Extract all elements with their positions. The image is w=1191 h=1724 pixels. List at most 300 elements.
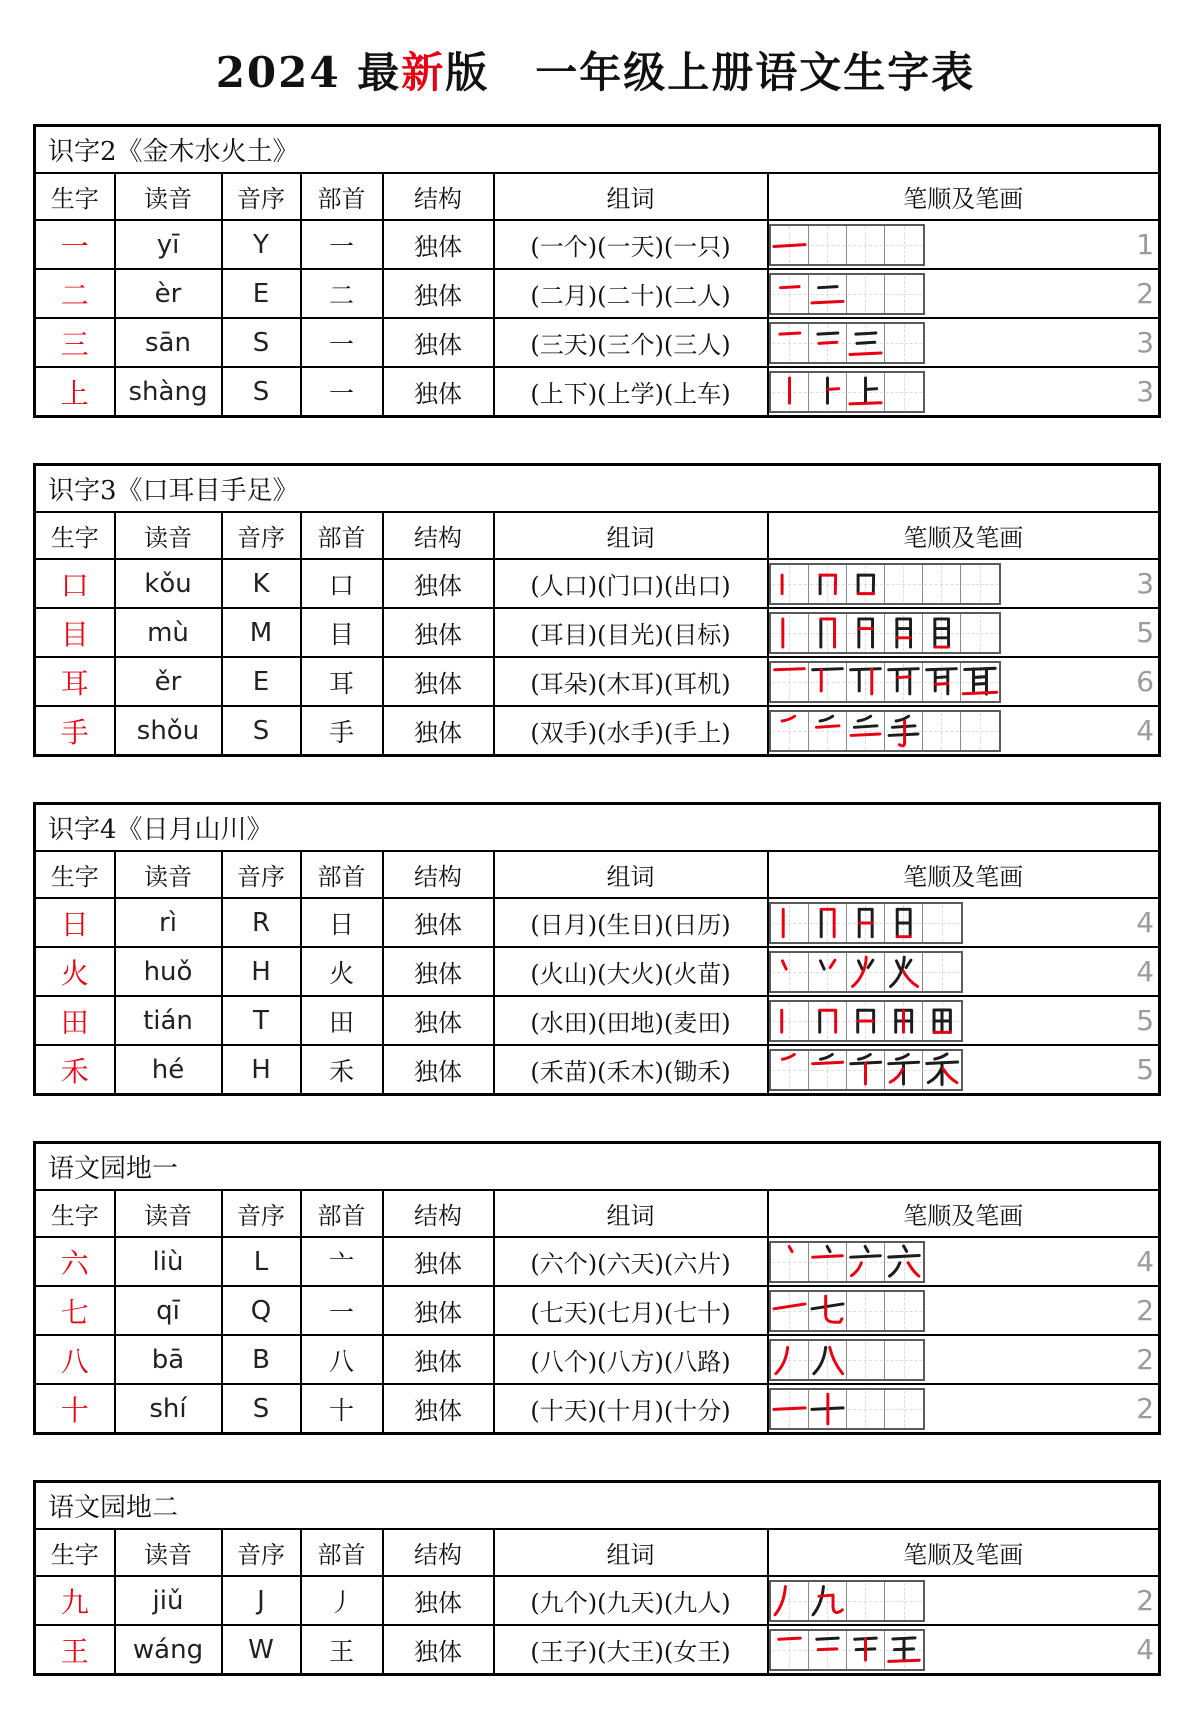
pinyin-cell: ěr bbox=[115, 657, 222, 706]
stroke-grid-box bbox=[809, 1631, 847, 1669]
words-cell: (七天)(七月)(七十) bbox=[494, 1286, 768, 1335]
pinyin-cell: bā bbox=[115, 1335, 222, 1384]
stroke-step-drawing bbox=[809, 1051, 846, 1089]
initial-cell: Y bbox=[222, 220, 301, 269]
stroke-order-cell bbox=[768, 318, 1160, 367]
stroke-grid-box bbox=[809, 324, 847, 362]
stroke-grid-box bbox=[923, 663, 961, 701]
stroke-count: 2 bbox=[1136, 1293, 1155, 1327]
radical-cell: 十 bbox=[301, 1384, 383, 1434]
stroke-step-drawing bbox=[771, 953, 808, 991]
stroke-step-drawing bbox=[885, 1631, 923, 1669]
initial-cell: B bbox=[222, 1335, 301, 1384]
column-header: 笔顺及笔画 bbox=[768, 512, 1160, 559]
section-title-row bbox=[35, 1143, 1160, 1191]
character-cell: 手 bbox=[35, 706, 115, 756]
stroke-order-grid bbox=[769, 563, 1001, 605]
stroke-count: 3 bbox=[1136, 325, 1155, 359]
stroke-step-drawing bbox=[847, 1002, 884, 1040]
stroke-step-drawing bbox=[771, 1390, 808, 1428]
stroke-grid-box bbox=[885, 1341, 923, 1379]
stroke-count: 4 bbox=[1136, 713, 1155, 747]
structure-cell: 独体 bbox=[383, 318, 494, 367]
stroke-order-grid bbox=[769, 371, 925, 413]
structure-cell: 独体 bbox=[383, 1384, 494, 1434]
stroke-order-wrap bbox=[769, 661, 1159, 703]
stroke-count: 2 bbox=[1136, 276, 1155, 310]
radical-cell: 目 bbox=[301, 608, 383, 657]
stroke-grid-box bbox=[771, 324, 809, 362]
column-header: 部首 bbox=[301, 173, 383, 220]
stroke-step-drawing bbox=[809, 565, 846, 603]
words-cell: (水田)(田地)(麦田) bbox=[494, 996, 768, 1045]
structure-cell: 独体 bbox=[383, 1286, 494, 1335]
stroke-grid-box bbox=[847, 1582, 885, 1620]
words-cell: (王子)(大王)(女王) bbox=[494, 1625, 768, 1675]
stroke-order-wrap bbox=[769, 612, 1159, 654]
stroke-step-drawing bbox=[771, 1582, 808, 1620]
pinyin-cell: èr bbox=[115, 269, 222, 318]
initial-cell: E bbox=[222, 657, 301, 706]
column-header: 音序 bbox=[222, 1190, 301, 1237]
stroke-step-drawing bbox=[885, 712, 922, 750]
stroke-order-grid bbox=[769, 1241, 925, 1283]
radical-cell: 日 bbox=[301, 898, 383, 947]
stroke-order-cell bbox=[768, 1335, 1160, 1384]
table-row bbox=[35, 1237, 1160, 1286]
stroke-step-drawing bbox=[771, 663, 808, 701]
initial-cell: S bbox=[222, 367, 301, 417]
stroke-step-drawing bbox=[885, 1243, 923, 1281]
column-header: 笔顺及笔画 bbox=[768, 1190, 1160, 1237]
stroke-order-grid bbox=[769, 1629, 925, 1671]
stroke-order-grid bbox=[769, 1290, 925, 1332]
stroke-order-cell bbox=[768, 220, 1160, 269]
stroke-grid-box bbox=[923, 953, 961, 991]
stroke-grid-box bbox=[885, 324, 923, 362]
stroke-grid-box bbox=[809, 1051, 847, 1089]
stroke-step-drawing bbox=[923, 1002, 961, 1040]
stroke-step-drawing bbox=[885, 904, 922, 942]
title-edition-text: 版 bbox=[445, 48, 490, 97]
stroke-grid-box bbox=[847, 226, 885, 264]
section-title-row bbox=[35, 1482, 1160, 1530]
title-main-text: 一年级上册语文生字表 bbox=[535, 48, 976, 97]
structure-cell: 独体 bbox=[383, 1576, 494, 1625]
pinyin-cell: liù bbox=[115, 1237, 222, 1286]
stroke-grid-box bbox=[885, 373, 923, 411]
structure-cell: 独体 bbox=[383, 996, 494, 1045]
stroke-order-grid bbox=[769, 1000, 963, 1042]
words-cell: (日月)(生日)(日历) bbox=[494, 898, 768, 947]
column-header: 结构 bbox=[383, 1529, 494, 1576]
radical-cell: 田 bbox=[301, 996, 383, 1045]
stroke-grid-box bbox=[771, 1390, 809, 1428]
character-cell: 九 bbox=[35, 1576, 115, 1625]
words-cell: (禾苗)(禾木)(锄禾) bbox=[494, 1045, 768, 1095]
stroke-grid-box bbox=[923, 1002, 961, 1040]
column-header: 笔顺及笔画 bbox=[768, 173, 1160, 220]
stroke-grid-box bbox=[771, 1002, 809, 1040]
table-row bbox=[35, 269, 1160, 318]
column-header-row bbox=[35, 173, 1160, 220]
stroke-order-grid bbox=[769, 710, 1001, 752]
stroke-grid-box bbox=[885, 275, 923, 313]
stroke-step-drawing bbox=[847, 1243, 884, 1281]
stroke-grid-box bbox=[961, 663, 999, 701]
stroke-count: 6 bbox=[1136, 664, 1155, 698]
radical-cell: 一 bbox=[301, 220, 383, 269]
initial-cell: S bbox=[222, 1384, 301, 1434]
stroke-step-drawing bbox=[771, 1341, 808, 1379]
pinyin-cell: shǒu bbox=[115, 706, 222, 756]
pinyin-cell: jiǔ bbox=[115, 1576, 222, 1625]
stroke-order-wrap bbox=[769, 1339, 1159, 1381]
pinyin-cell: shàng bbox=[115, 367, 222, 417]
words-cell: (三天)(三个)(三人) bbox=[494, 318, 768, 367]
stroke-grid-box bbox=[847, 1341, 885, 1379]
column-header: 结构 bbox=[383, 512, 494, 559]
stroke-count: 5 bbox=[1136, 615, 1155, 649]
stroke-grid-box bbox=[961, 614, 999, 652]
stroke-count: 4 bbox=[1136, 1632, 1155, 1666]
stroke-order-cell bbox=[768, 1576, 1160, 1625]
stroke-grid-box bbox=[847, 904, 885, 942]
table-row bbox=[35, 1576, 1160, 1625]
stroke-grid-box bbox=[923, 614, 961, 652]
stroke-order-grid bbox=[769, 951, 963, 993]
table-row bbox=[35, 318, 1160, 367]
stroke-step-drawing bbox=[847, 324, 884, 362]
radical-cell: 一 bbox=[301, 1286, 383, 1335]
radical-cell: 一 bbox=[301, 367, 383, 417]
character-cell: 耳 bbox=[35, 657, 115, 706]
character-cell: 三 bbox=[35, 318, 115, 367]
stroke-step-drawing bbox=[809, 373, 846, 411]
stroke-grid-box bbox=[923, 712, 961, 750]
stroke-count: 1 bbox=[1136, 227, 1155, 261]
structure-cell: 独体 bbox=[383, 1045, 494, 1095]
table-row bbox=[35, 996, 1160, 1045]
stroke-step-drawing bbox=[923, 1051, 961, 1089]
stroke-order-cell bbox=[768, 657, 1160, 706]
stroke-step-drawing bbox=[771, 565, 808, 603]
column-header: 组词 bbox=[494, 173, 768, 220]
column-header: 音序 bbox=[222, 512, 301, 559]
initial-cell: E bbox=[222, 269, 301, 318]
column-header: 读音 bbox=[115, 1529, 222, 1576]
stroke-order-grid bbox=[769, 322, 925, 364]
stroke-order-grid bbox=[769, 273, 925, 315]
stroke-order-grid bbox=[769, 661, 1001, 703]
column-header: 部首 bbox=[301, 512, 383, 559]
stroke-order-cell bbox=[768, 1237, 1160, 1286]
stroke-grid-box bbox=[771, 953, 809, 991]
stroke-order-wrap bbox=[769, 1000, 1159, 1042]
column-header: 音序 bbox=[222, 851, 301, 898]
structure-cell: 独体 bbox=[383, 898, 494, 947]
initial-cell: L bbox=[222, 1237, 301, 1286]
initial-cell: T bbox=[222, 996, 301, 1045]
stroke-grid-box bbox=[885, 712, 923, 750]
stroke-order-cell bbox=[768, 1045, 1160, 1095]
character-cell: 火 bbox=[35, 947, 115, 996]
stroke-step-drawing bbox=[771, 1051, 808, 1089]
stroke-grid-box bbox=[809, 1243, 847, 1281]
stroke-grid-box bbox=[885, 226, 923, 264]
stroke-grid-box bbox=[885, 1051, 923, 1089]
radical-cell: 手 bbox=[301, 706, 383, 756]
column-header-row bbox=[35, 512, 1160, 559]
character-cell: 六 bbox=[35, 1237, 115, 1286]
words-cell: (一个)(一天)(一只) bbox=[494, 220, 768, 269]
radical-cell: 二 bbox=[301, 269, 383, 318]
column-header: 笔顺及笔画 bbox=[768, 1529, 1160, 1576]
stroke-step-drawing bbox=[771, 275, 808, 313]
column-header: 组词 bbox=[494, 1190, 768, 1237]
stroke-grid-box bbox=[847, 1292, 885, 1330]
stroke-grid-box bbox=[923, 1051, 961, 1089]
stroke-step-drawing bbox=[847, 373, 884, 411]
words-cell: (双手)(水手)(手上) bbox=[494, 706, 768, 756]
table-row bbox=[35, 1335, 1160, 1384]
column-header: 部首 bbox=[301, 851, 383, 898]
stroke-order-cell bbox=[768, 947, 1160, 996]
title-red-char: 新 bbox=[401, 48, 446, 97]
stroke-grid-box bbox=[885, 1631, 923, 1669]
character-cell: 田 bbox=[35, 996, 115, 1045]
column-header: 生字 bbox=[35, 1529, 115, 1576]
initial-cell: H bbox=[222, 947, 301, 996]
stroke-grid-box bbox=[847, 565, 885, 603]
pinyin-cell: huǒ bbox=[115, 947, 222, 996]
stroke-step-drawing bbox=[809, 1582, 846, 1620]
pinyin-cell: rì bbox=[115, 898, 222, 947]
column-header: 读音 bbox=[115, 512, 222, 559]
stroke-step-drawing bbox=[809, 1002, 846, 1040]
stroke-step-drawing bbox=[847, 953, 884, 991]
stroke-grid-box bbox=[771, 1051, 809, 1089]
column-header-row bbox=[35, 1190, 1160, 1237]
stroke-order-cell bbox=[768, 608, 1160, 657]
stroke-grid-box bbox=[847, 614, 885, 652]
initial-cell: M bbox=[222, 608, 301, 657]
words-cell: (人口)(门口)(出口) bbox=[494, 559, 768, 608]
column-header: 生字 bbox=[35, 173, 115, 220]
stroke-step-drawing bbox=[847, 904, 884, 942]
stroke-order-wrap bbox=[769, 951, 1159, 993]
column-header: 读音 bbox=[115, 851, 222, 898]
column-header-row bbox=[35, 1529, 1160, 1576]
table-row bbox=[35, 898, 1160, 947]
stroke-step-drawing bbox=[809, 1390, 846, 1428]
stroke-step-drawing bbox=[961, 663, 999, 701]
character-cell: 十 bbox=[35, 1384, 115, 1434]
stroke-order-wrap bbox=[769, 1388, 1159, 1430]
stroke-step-drawing bbox=[809, 614, 846, 652]
stroke-grid-box bbox=[809, 1002, 847, 1040]
column-header: 组词 bbox=[494, 1529, 768, 1576]
stroke-step-drawing bbox=[771, 226, 808, 264]
stroke-step-drawing bbox=[885, 1002, 922, 1040]
radical-cell: 火 bbox=[301, 947, 383, 996]
radical-cell: 亠 bbox=[301, 1237, 383, 1286]
stroke-grid-box bbox=[847, 324, 885, 362]
stroke-grid-box bbox=[771, 712, 809, 750]
stroke-step-drawing bbox=[771, 1292, 808, 1330]
vocab-table-1 bbox=[33, 124, 1161, 418]
stroke-order-cell bbox=[768, 1286, 1160, 1335]
stroke-order-wrap bbox=[769, 273, 1159, 315]
section-title: 识字3《口耳目手足》 bbox=[35, 465, 1160, 513]
column-header-row bbox=[35, 851, 1160, 898]
stroke-count: 2 bbox=[1136, 1583, 1155, 1617]
stroke-grid-box bbox=[885, 663, 923, 701]
words-cell: (八个)(八方)(八路) bbox=[494, 1335, 768, 1384]
initial-cell: H bbox=[222, 1045, 301, 1095]
pinyin-cell: mù bbox=[115, 608, 222, 657]
stroke-step-drawing bbox=[771, 324, 808, 362]
stroke-grid-box bbox=[771, 614, 809, 652]
character-cell: 二 bbox=[35, 269, 115, 318]
column-header: 部首 bbox=[301, 1190, 383, 1237]
character-cell: 一 bbox=[35, 220, 115, 269]
vocab-table-5 bbox=[33, 1480, 1161, 1676]
stroke-step-drawing bbox=[847, 1631, 884, 1669]
section-title: 语文园地二 bbox=[35, 1482, 1160, 1530]
table-row bbox=[35, 608, 1160, 657]
stroke-grid-box bbox=[847, 953, 885, 991]
stroke-grid-box bbox=[885, 1582, 923, 1620]
stroke-grid-box bbox=[771, 1292, 809, 1330]
character-cell: 口 bbox=[35, 559, 115, 608]
words-cell: (火山)(大火)(火苗) bbox=[494, 947, 768, 996]
stroke-order-grid bbox=[769, 1388, 925, 1430]
stroke-grid-box bbox=[885, 904, 923, 942]
stroke-grid-box bbox=[847, 1390, 885, 1428]
stroke-count: 3 bbox=[1136, 566, 1155, 600]
stroke-grid-box bbox=[771, 226, 809, 264]
stroke-count: 4 bbox=[1136, 905, 1155, 939]
stroke-step-drawing bbox=[923, 663, 960, 701]
stroke-order-wrap bbox=[769, 710, 1159, 752]
structure-cell: 独体 bbox=[383, 269, 494, 318]
stroke-grid-box bbox=[809, 1341, 847, 1379]
pinyin-cell: sān bbox=[115, 318, 222, 367]
initial-cell: Q bbox=[222, 1286, 301, 1335]
stroke-order-wrap bbox=[769, 224, 1159, 266]
section-title-row bbox=[35, 804, 1160, 852]
column-header: 笔顺及笔画 bbox=[768, 851, 1160, 898]
column-header: 音序 bbox=[222, 1529, 301, 1576]
stroke-step-drawing bbox=[809, 1292, 846, 1330]
vocab-table-2 bbox=[33, 463, 1161, 757]
stroke-step-drawing bbox=[847, 614, 884, 652]
stroke-step-drawing bbox=[809, 1243, 846, 1281]
column-header: 结构 bbox=[383, 851, 494, 898]
stroke-step-drawing bbox=[885, 1051, 922, 1089]
stroke-order-grid bbox=[769, 1049, 963, 1091]
stroke-step-drawing bbox=[809, 904, 846, 942]
structure-cell: 独体 bbox=[383, 559, 494, 608]
page-title bbox=[0, 40, 1191, 100]
stroke-grid-box bbox=[809, 275, 847, 313]
stroke-order-wrap bbox=[769, 1629, 1159, 1671]
stroke-grid-box bbox=[771, 373, 809, 411]
stroke-count: 2 bbox=[1136, 1391, 1155, 1425]
vocab-table-3 bbox=[33, 802, 1161, 1096]
stroke-grid-box bbox=[847, 1243, 885, 1281]
stroke-grid-box bbox=[809, 373, 847, 411]
character-cell: 七 bbox=[35, 1286, 115, 1335]
section-title-row bbox=[35, 126, 1160, 174]
pinyin-cell: yī bbox=[115, 220, 222, 269]
pinyin-cell: wáng bbox=[115, 1625, 222, 1675]
initial-cell: S bbox=[222, 706, 301, 756]
character-cell: 目 bbox=[35, 608, 115, 657]
stroke-grid-box bbox=[961, 565, 999, 603]
stroke-grid-box bbox=[847, 1002, 885, 1040]
stroke-order-cell bbox=[768, 996, 1160, 1045]
stroke-grid-box bbox=[923, 565, 961, 603]
stroke-order-cell bbox=[768, 706, 1160, 756]
stroke-grid-box bbox=[847, 663, 885, 701]
stroke-count: 3 bbox=[1136, 374, 1155, 408]
stroke-step-drawing bbox=[809, 1341, 846, 1379]
stroke-step-drawing bbox=[771, 1631, 808, 1669]
stroke-step-drawing bbox=[885, 663, 922, 701]
stroke-grid-box bbox=[885, 1243, 923, 1281]
column-header: 生字 bbox=[35, 512, 115, 559]
stroke-grid-box bbox=[809, 1292, 847, 1330]
words-cell: (耳目)(目光)(目标) bbox=[494, 608, 768, 657]
stroke-grid-box bbox=[961, 712, 999, 750]
stroke-grid-box bbox=[771, 275, 809, 313]
stroke-grid-box bbox=[847, 712, 885, 750]
stroke-grid-box bbox=[771, 663, 809, 701]
stroke-grid-box bbox=[847, 1631, 885, 1669]
initial-cell: R bbox=[222, 898, 301, 947]
table-row bbox=[35, 220, 1160, 269]
stroke-grid-box bbox=[809, 614, 847, 652]
table-row bbox=[35, 367, 1160, 417]
character-cell: 王 bbox=[35, 1625, 115, 1675]
stroke-order-grid bbox=[769, 902, 963, 944]
pinyin-cell: shí bbox=[115, 1384, 222, 1434]
structure-cell: 独体 bbox=[383, 1625, 494, 1675]
stroke-count: 2 bbox=[1136, 1342, 1155, 1376]
structure-cell: 独体 bbox=[383, 1237, 494, 1286]
stroke-grid-box bbox=[885, 565, 923, 603]
words-cell: (九个)(九天)(九人) bbox=[494, 1576, 768, 1625]
table-row bbox=[35, 657, 1160, 706]
stroke-grid-box bbox=[771, 1631, 809, 1669]
vocab-table-4 bbox=[33, 1141, 1161, 1435]
pinyin-cell: kǒu bbox=[115, 559, 222, 608]
stroke-order-cell bbox=[768, 367, 1160, 417]
stroke-grid-box bbox=[885, 1002, 923, 1040]
pinyin-cell: hé bbox=[115, 1045, 222, 1095]
radical-cell: 耳 bbox=[301, 657, 383, 706]
stroke-count: 5 bbox=[1136, 1052, 1155, 1086]
stroke-step-drawing bbox=[847, 1051, 884, 1089]
stroke-step-drawing bbox=[771, 1243, 808, 1281]
section-title: 识字2《金木水火土》 bbox=[35, 126, 1160, 174]
stroke-grid-box bbox=[923, 904, 961, 942]
stroke-grid-box bbox=[885, 1390, 923, 1428]
stroke-grid-box bbox=[847, 373, 885, 411]
table-row bbox=[35, 706, 1160, 756]
